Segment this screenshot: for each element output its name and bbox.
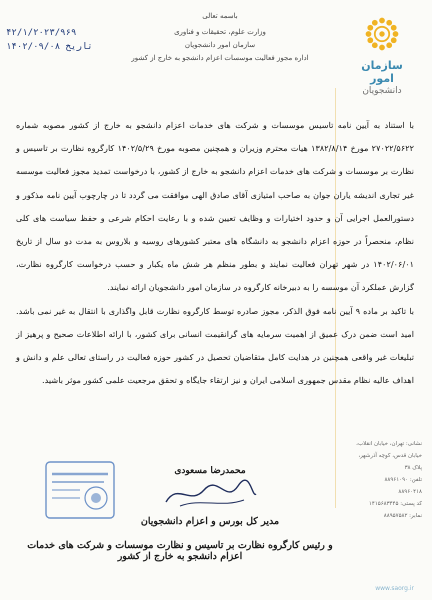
official-stamp — [44, 460, 116, 520]
body-paragraph-1: با استناد به آیین نامه تاسیس موسسات و شرکت های خدمات اعزام دانشجو به خارج از کشور مصوبه شماره ۲۷۰۲۲/۵۶۲۲ مورخ ۱۳۸۲/۸/۱۴ هیات محترم وزیران و همچنین مصوبه مورخ ۱۴۰۲/۵/۲۹ کارگروه نظارت بر تاسیس و نظارت بر موسسات و شرکت های خدمات اعزام دانشجو به خارج از کشور، با درخواست تمدید مجوز فعالیت موسسه غیر تجاری اندیشه یاران جوان به صاحب امتیازی آقای صادق الهی موافقت می گردد تا در چارچوب آیین نامه مذکور و دستورالعمل اجرایی آن و حدود اختیارات و وظایف تعیین شده و با رعایت احکام شرعی و حفظ سیاست های کلی نظام، منحصراً در حوزه اعزام دانشجو به دانشگاه های معتبر کشورهای روسیه و بلاروس به مدت دو سال از تاریخ ۱۴۰۲/۰۶/۰۱ در شهر تهران فعالیت نمایند و بطور منظم هر شش ماه یکبار و حسب درخواست کارگروه نظارت، گزارش عملکرد آن موسسه را به دبیرخانه کارگروه در سازمان امور دانشجویان ارائه نمایند. — [16, 120, 415, 293]
phone-line: ۸۸۹۶۰۴۱۸ — [398, 489, 422, 495]
body-paragraph-2: با تاکید بر ماده ۹ آیین نامه فوق الذکر، مجوز صادره توسط کارگروه نظارت قابل واگذاری با انتقال به غیر نمی باشد. امید است ضمن درک عمیق از اهمیت سرمایه های گرانقیمت انسانی برای کشور، با ارائه اطلاعات صحیح و پرهیز از تبلیغات غیر واقعی همچنین در هدایت کامل متقاضیان تحصیل در کشور حوزه فعالیت در راستای تعالی علم و دانش و اهداف عالیه نظام مقدس جمهوری اسلامی ایران و نیز ارتقاء جایگاه و تحقق مرجعیت علمی کشور موثر باشید. — [16, 305, 414, 386]
logo-subtitle: دانشجویان — [362, 86, 402, 96]
department-line: اداره مجوز فعالیت موسسات اعزام دانشجو به خارج از کشور — [131, 54, 309, 62]
organization-line: سازمان امور دانشجویان — [184, 41, 256, 49]
reference-number: ۴۲/۱/۲۰۲۳/۹۶۹ — [6, 28, 77, 38]
fax-line: نمابر: ۸۸۹۵۷۵۸۲ — [383, 513, 422, 519]
reference-date: تاریخ ۱۴۰۲/۰۹/۰۸ — [6, 42, 93, 52]
reference-block — [6, 26, 121, 54]
postal-code-line: کد پستی: ۱۴۱۵۶۸۳۴۴۵ — [368, 501, 422, 507]
signatory-title: مدیر کل بورس و اعزام دانشجویان — [140, 516, 280, 527]
website-url: www.saorg.ir — [375, 585, 414, 592]
address-column — [336, 438, 422, 522]
signatory-committee-title: و رئیس کارگروه نظارت بر تاسیس و نظارت موسسات و شرکت های خدمات اعزام دانشجو به خارج از کشور — [27, 540, 333, 562]
organization-logo — [348, 16, 416, 97]
address-line: خیابان قدس، کوچه آذرشهر، — [358, 453, 422, 459]
ministry-line: وزارت علوم، تحقیقات و فناوری — [174, 28, 266, 36]
sun-logo-icon — [364, 16, 400, 52]
address-line: نشانی: تهران، خیابان انقلاب، — [356, 441, 422, 447]
phone-line: تلفن: ۸۸۹۶۱۰۹۰ — [384, 477, 422, 483]
letter-body — [16, 114, 414, 392]
letter-header — [120, 12, 320, 65]
address-line: پلاک ۳۸ — [404, 465, 422, 471]
basmala: باسمه تعالی — [202, 12, 238, 20]
logo-title: سازمان امور — [361, 59, 403, 85]
signatory-name: محمدرضا مسعودی — [174, 466, 246, 476]
handwritten-signature — [160, 476, 260, 512]
